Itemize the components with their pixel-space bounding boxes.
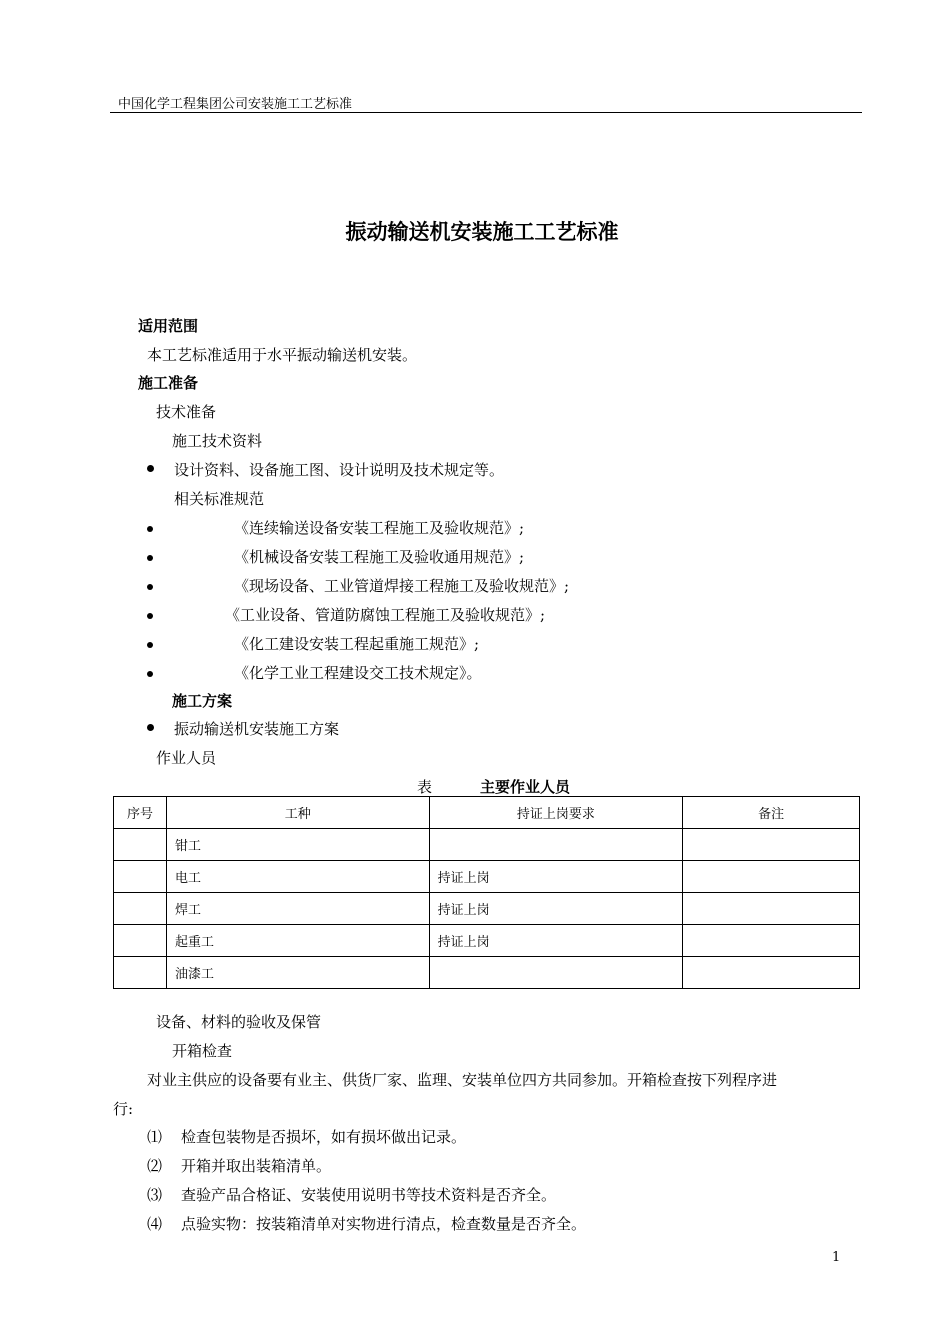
table-row (114, 893, 860, 925)
scope-text: 本工艺标准适用于水平振动输送机安装。 (147, 346, 418, 364)
document-title: 振动输送机安装施工工艺标准 (345, 220, 619, 244)
table-cell (683, 925, 860, 957)
table-cell (429, 957, 683, 989)
table-cell: 钳工 (166, 829, 429, 861)
step-number: ⑶ (147, 1186, 163, 1204)
table-caption-title: 主要作业人员 (480, 778, 571, 796)
table-cell: 电工 (166, 861, 429, 893)
table-cell (114, 861, 167, 893)
table-row (114, 861, 860, 893)
step-number: ⑵ (147, 1157, 163, 1175)
prep-heading: 施工准备 (138, 374, 199, 392)
table-cell (429, 829, 683, 861)
table-caption-prefix: 表 (417, 778, 433, 796)
standard-item: 《机械设备安装工程施工及验收通用规范》; (234, 548, 525, 566)
bullet-icon (147, 526, 153, 532)
standards-heading: 相关标准规范 (174, 490, 265, 508)
unboxing-paragraph-cont: 行: (113, 1100, 134, 1118)
table-cell (683, 957, 860, 989)
table-cell: 焊工 (166, 893, 429, 925)
step-number: ⑷ (147, 1215, 163, 1233)
table-cell: 起重工 (166, 925, 429, 957)
table-row (114, 829, 860, 861)
bullet-icon (147, 584, 153, 590)
tech-docs-heading: 施工技术资料 (172, 432, 263, 450)
step-text: 检查包装物是否损坏，如有损坏做出记录。 (181, 1128, 467, 1146)
standard-item: 《连续输送设备安装工程施工及验收规范》; (234, 519, 525, 537)
unboxing-paragraph: 对业主供应的设备要有业主、供货厂家、监理、安装单位四方共同参加。开箱检查按下列程序进 (147, 1071, 778, 1089)
table-cell: 持证上岗 (429, 925, 683, 957)
table-cell (114, 829, 167, 861)
standard-item: 《化工建设安装工程起重施工规范》; (234, 635, 480, 653)
table-cell (683, 829, 860, 861)
table-cell: 持证上岗 (429, 861, 683, 893)
bullet-icon (147, 724, 154, 731)
column-header: 序号 (114, 797, 167, 829)
header-text: 中国化学工程集团公司安装施工工艺标准 (118, 97, 353, 112)
table-header-row (114, 797, 860, 829)
scope-heading: 适用范围 (138, 317, 199, 335)
personnel-table (113, 796, 860, 989)
plan-item: 振动输送机安装施工方案 (174, 720, 340, 738)
unboxing-heading: 开箱检查 (172, 1042, 233, 1060)
column-header: 持证上岗要求 (429, 797, 683, 829)
step-text: 开箱并取出装箱清单。 (181, 1157, 332, 1175)
page-number: 1 (832, 1250, 841, 1265)
table-cell (114, 893, 167, 925)
acceptance-heading: 设备、材料的验收及保管 (156, 1013, 322, 1031)
table-cell (114, 957, 167, 989)
table-cell (114, 925, 167, 957)
column-header: 备注 (683, 797, 860, 829)
bullet-icon (147, 465, 154, 472)
table-row (114, 925, 860, 957)
page-header (110, 92, 862, 113)
tech-docs-item: 设计资料、设备施工图、设计说明及技术规定等。 (174, 461, 505, 479)
bullet-icon (147, 555, 153, 561)
tech-prep-heading: 技术准备 (156, 403, 217, 421)
step-text: 点验实物：按装箱清单对实物进行清点，检查数量是否齐全。 (181, 1215, 587, 1233)
plan-heading: 施工方案 (172, 692, 233, 710)
bullet-icon (147, 671, 153, 677)
step-number: ⑴ (147, 1128, 163, 1146)
standard-item: 《工业设备、管道防腐蚀工程施工及验收规范》; (225, 606, 546, 624)
standard-item: 《化学工业工程建设交工技术规定》。 (234, 664, 482, 682)
table-row (114, 957, 860, 989)
standard-item: 《现场设备、工业管道焊接工程施工及验收规范》; (234, 577, 570, 595)
bullet-icon (147, 613, 153, 619)
table-cell (683, 861, 860, 893)
table-cell: 持证上岗 (429, 893, 683, 925)
table-cell (683, 893, 860, 925)
workers-heading: 作业人员 (156, 749, 217, 767)
column-header: 工种 (166, 797, 429, 829)
step-text: 查验产品合格证、安装使用说明书等技术资料是否齐全。 (181, 1186, 557, 1204)
table-cell: 油漆工 (166, 957, 429, 989)
bullet-icon (147, 642, 153, 648)
